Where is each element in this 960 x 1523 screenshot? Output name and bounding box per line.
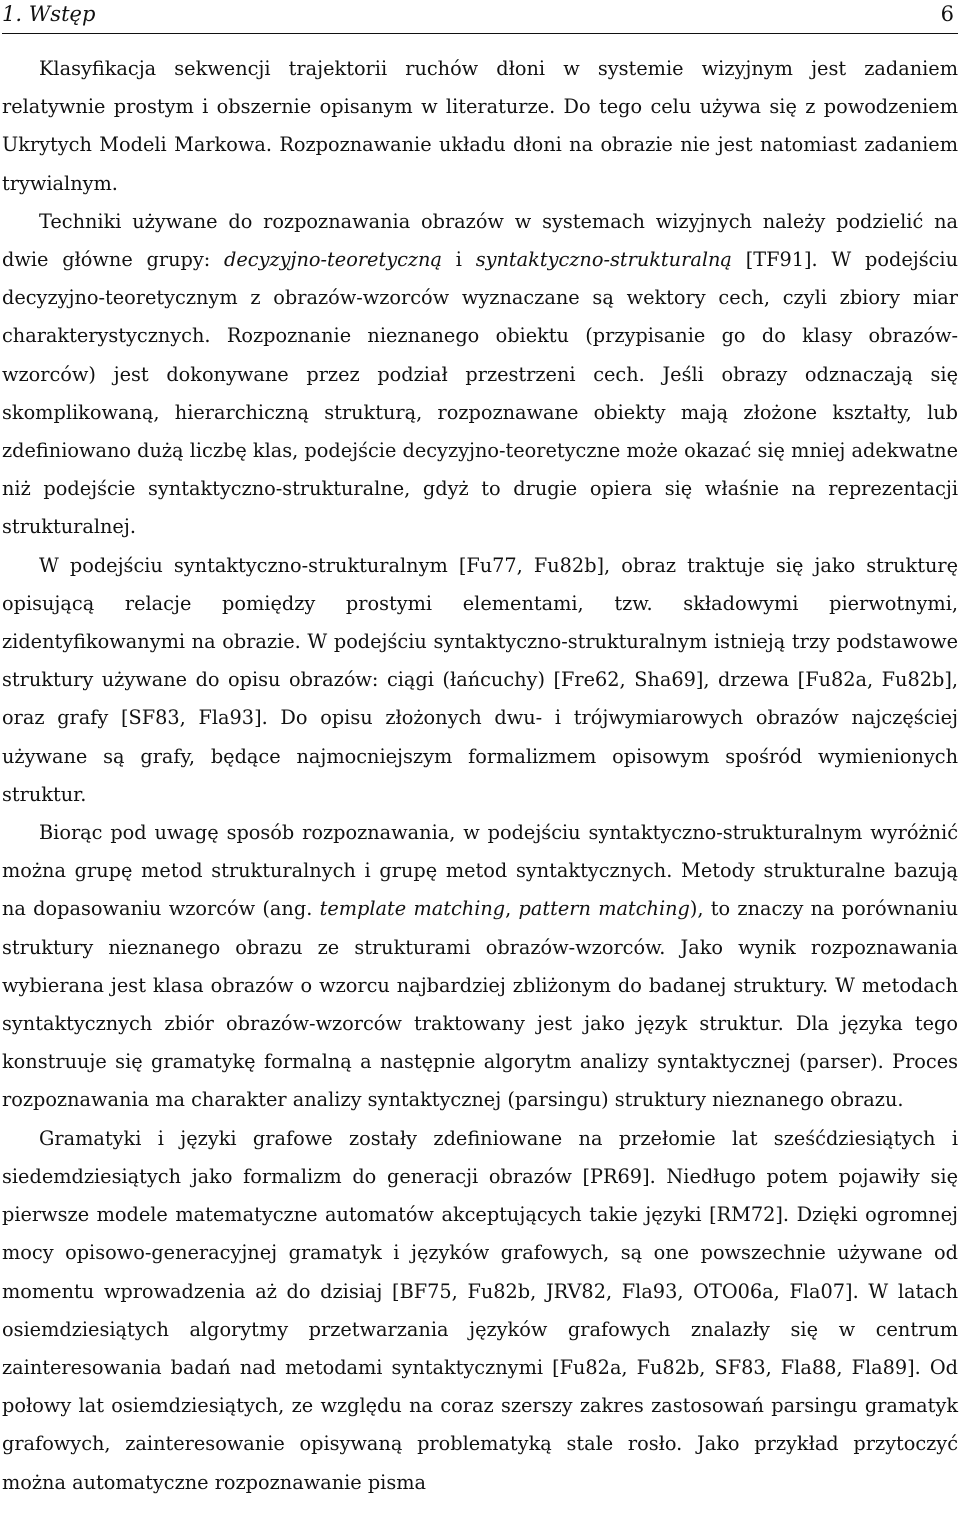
paragraph-2-text-a: Techniki używane do rozpoznawania obrazów w systemach wizyjnych należy podzielić na dwie główne grupy: [2,209,958,272]
paragraph-3: W podejściu syntaktyczno-strukturalnym [Fu77, Fu82b], obraz traktuje się jako strukturę opisującą relacje pomiędzy prostymi elementami, tzw. składowymi pierwotnymi, zidentyfikowanymi na obrazie. W podejściu syntaktyczno-strukturalnym istnieją trzy podstawowe struktury używane do opisu obrazów: ciągi (łańcuchy) [Fre62, Sha69], drzewa [Fu82a, Fu82b], oraz grafy [SF83, Fla93]. Do opisu złożonych dwu- i trójwymiarowych obrazów najczęściej używane są grafy, będące najmocniejszym formalizmem opisowym spośród wymienionych struktur. [2,553,958,806]
paragraph-2 [2,203,958,547]
running-header [2,2,954,28]
term-syntactic-structural: syntaktyczno-strukturalną [475,248,732,272]
chapter-title: 1. Wstęp [2,2,96,26]
paragraph-2-text-e: [TF91]. W podejściu decyzyjno-teoretycznym z obrazów-wzorców wyznaczane są wektory cech, czyli zbiory miar charakterystycznych. Rozpoznanie nieznanego obiektu (przypisanie go do klasy obrazów-wzorców) jest dokonywane przez podział przestrzeni cech. Jeśli obrazy odznaczają się skomplikowaną, hierarchiczną strukturą, rozpoznawane obiekty mają złożone kształty, lub zdefiniowano dużą liczbę klas, podejście decyzyjno-teoretyczne może okazać się mniej adekwatne niż podejście syntaktyczno-strukturalne, gdyż to drugie opiera się właśnie na reprezentacji strukturalnej. [2,248,958,539]
paragraph-5: Gramatyki i języki grafowe zostały zdefiniowane na przełomie lat sześćdziesiątych i siedemdziesiątych jako formalizm do generacji obrazów [PR69]. Niedługo potem pojawiły się pierwsze modele matematyczne automatów akceptujących takie języki [RM72]. Dzięki ogromnej mocy opisowo-generacyjnej gramatyk i języków grafowych, są one powszechnie używane od momentu wprowadzenia aż do dzisiaj [BF75, Fu82b, JRV82, Fla93, OTO06a, Fla07]. W latach osiemdziesiątych algorytmy przetwarzania języków grafowych znalazły się w centrum zainteresowania badań nad metodami syntaktycznymi [Fu82a, Fu82b, SF83, Fla88, Fla89]. Od połowy lat osiemdziesiątych, ze względu na coraz szerszy zakres zastosowań parsingu gramatyk grafowych, zainteresowanie opisywaną problematyką stale rosło. Jako przykład przytoczyć można automatyczne rozpoznawanie pisma [2,1126,958,1494]
paragraph-2-text-c: i [441,248,476,272]
term-decision-theoretic: decyzyjno-teoretyczną [224,248,442,272]
body-text [2,50,958,1502]
paragraph-4 [2,814,958,1120]
term-pattern-matching: pattern matching [518,897,690,921]
page-number: 6 [940,2,954,26]
term-template-matching: template matching [319,897,506,921]
header-rule [2,33,958,34]
paragraph-4-text-c: , [505,897,519,921]
paragraph-1: Klasyfikacja sekwencji trajektorii ruchów dłoni w systemie wizyjnym jest zadaniem relatywnie prostym i obszernie opisanym w literaturze. Do tego celu używa się z powodzeniem Ukrytych Modeli Markowa. Rozpoznawanie układu dłoni na obrazie nie jest natomiast zadaniem trywialnym. [2,57,958,195]
paragraph-4-text-a: Biorąc pod uwagę sposób rozpoznawania, w podejściu syntaktyczno-strukturalnym wyróżnić można grupę metod strukturalnych i grupę metod syntaktycznych. Metody strukturalne bazują na dopasowaniu wzorców (ang. [2,821,958,921]
paragraph-4-text-e: ), to znaczy na porównaniu struktury nieznanego obrazu ze strukturami obrazów-wzorców. Jako wynik rozpoznawania wybierana jest klasa obrazów o wzorcu najbardziej zbliżonym do badanej struktury. W metodach syntaktycznych zbiór obrazów-wzorców traktowany jest jako język struktur. Dla języka tego konstruuje się gramatykę formalną a następnie algorytm analizy syntaktycznej (parser). Proces rozpoznawania ma charakter analizy syntaktycznej (parsingu) struktury nieznanego obrazu. [2,897,958,1112]
